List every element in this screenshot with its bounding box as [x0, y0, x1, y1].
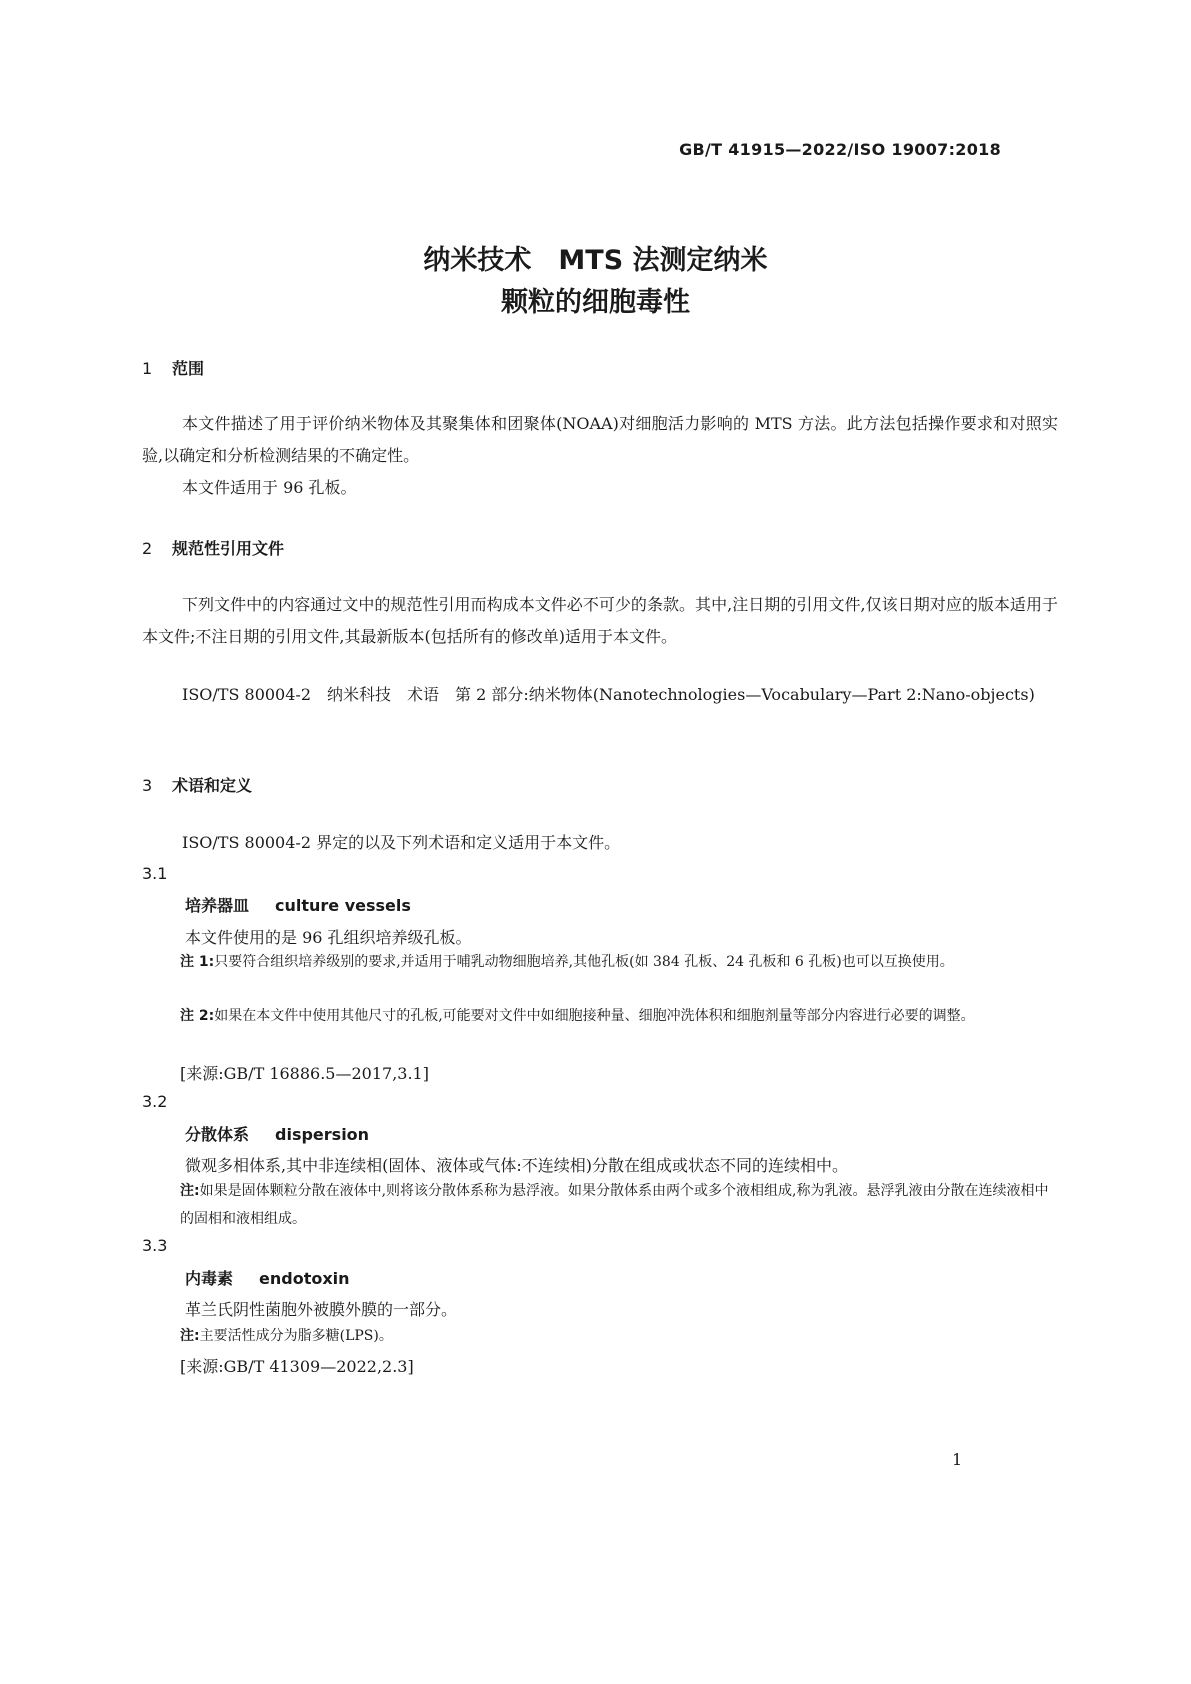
term-heading	[185, 1122, 369, 1145]
note-text: 只要符合组织培养级别的要求,并适用于哺乳动物细胞培养,其他孔板(如 384 孔板、24 孔板和 6 孔板)也可以互换使用。	[214, 954, 954, 970]
section-heading-scope	[142, 356, 204, 379]
section-heading-terms	[142, 773, 252, 796]
term-source: [来源:GB/T 16886.5—2017,3.1]	[180, 1064, 429, 1083]
note-text: 如果是固体颗粒分散在液体中,则将该分散体系称为悬浮液。如果分散体系由两个或多个液相组成,称为乳液。悬浮乳液由分散在连续液相中的固相和液相组成。	[180, 1183, 1049, 1227]
scope-paragraph: 本文件描述了用于评价纳米物体及其聚集体和团聚体(NOAA)对细胞活力影响的 MTS 方法。此方法包括操作要求和对照实验,以确定和分析检测结果的不确定性。	[142, 414, 1058, 465]
term-chinese: 分散体系	[185, 1125, 250, 1144]
section-number: 2	[142, 539, 153, 558]
term-number: 3.1	[142, 864, 168, 883]
scope-applicability: 本文件适用于 96 孔板。	[182, 478, 357, 497]
normative-paragraph: 下列文件中的内容通过文中的规范性引用而构成本文件必不可少的条款。其中,注日期的引用文件,仅该日期对应的版本适用于本文件;不注日期的引用文件,其最新版本(包括所有的修改单)适用于本文件。	[142, 595, 1058, 646]
term-source: [来源:GB/T 41309—2022,2.3]	[180, 1357, 414, 1376]
term-number: 3.2	[142, 1092, 168, 1111]
term-heading	[185, 893, 411, 916]
term-definition: 本文件使用的是 96 孔组织培养级孔板。	[185, 928, 472, 947]
term-note-1	[180, 948, 1060, 976]
document-title-line2: 颗粒的细胞毒性	[501, 287, 690, 318]
term-note-2	[180, 1002, 1060, 1030]
term-note	[180, 1322, 1060, 1350]
term-chinese: 内毒素	[185, 1269, 234, 1288]
note-label: 注 1:	[180, 954, 215, 970]
normative-reference: ISO/TS 80004-2 纳米科技 术语 第 2 部分:纳米物体(Nanotechnologies—Vocabulary—Part 2:Nano-objects)	[182, 685, 1035, 704]
page-number: 1	[952, 1450, 963, 1469]
section-title: 规范性引用文件	[172, 539, 285, 558]
section-number: 1	[142, 359, 153, 378]
terms-intro: ISO/TS 80004-2 界定的以及下列术语和定义适用于本文件。	[182, 833, 621, 852]
note-label: 注 2:	[180, 1008, 215, 1024]
term-definition: 革兰氏阴性菌胞外被膜外膜的一部分。	[185, 1300, 458, 1319]
term-definition: 微观多相体系,其中非连续相(固体、液体或气体:不连续相)分散在组成或状态不同的连续相中。	[185, 1156, 848, 1175]
term-heading	[185, 1266, 350, 1289]
term-chinese: 培养器皿	[185, 896, 250, 915]
note-text: 主要活性成分为脂多糖(LPS)。	[199, 1328, 393, 1344]
section-title: 范围	[172, 359, 205, 378]
term-english: endotoxin	[259, 1269, 350, 1288]
term-note	[180, 1177, 1060, 1233]
section-heading-normative	[142, 536, 284, 559]
term-english: dispersion	[275, 1125, 370, 1144]
document-code: GB/T 41915—2022/ISO 19007:2018	[679, 140, 1001, 159]
term-english: culture vessels	[275, 896, 411, 915]
note-text: 如果在本文件中使用其他尺寸的孔板,可能要对文件中如细胞接种量、细胞冲洗体积和细胞剂量等部分内容进行必要的调整。	[214, 1008, 975, 1024]
term-number: 3.3	[142, 1236, 168, 1255]
section-title: 术语和定义	[172, 776, 253, 795]
document-title-line1: 纳米技术 MTS 法测定纳米	[423, 245, 768, 276]
note-label: 注:	[180, 1328, 200, 1344]
section-number: 3	[142, 776, 153, 795]
note-label: 注:	[180, 1183, 200, 1199]
